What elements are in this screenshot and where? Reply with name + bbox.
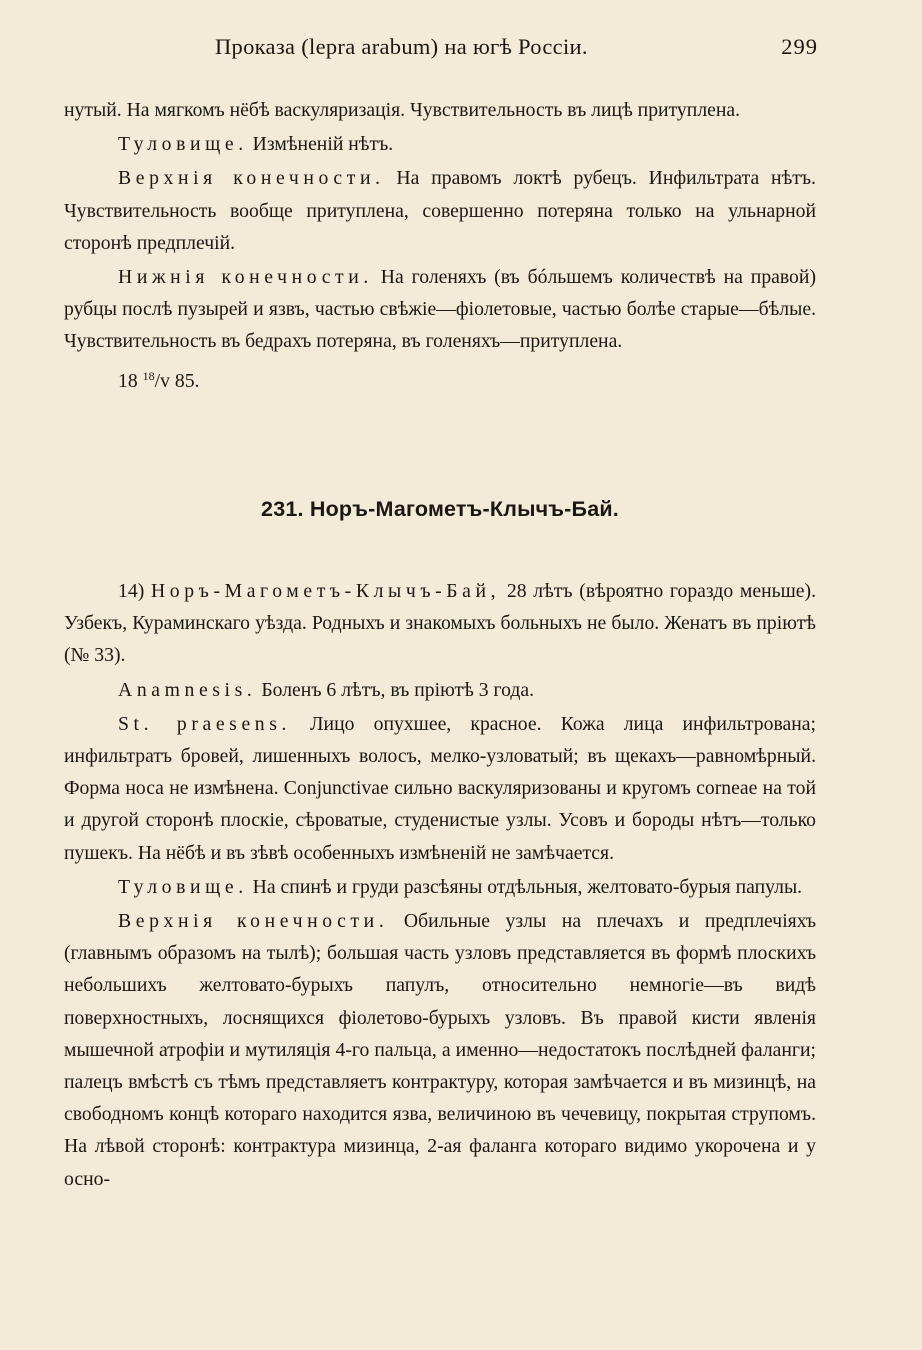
spaced-label: Anamnesis. bbox=[118, 678, 257, 701]
spaced-label: St. praesens. bbox=[118, 712, 292, 735]
paragraph-text: На правомъ локтѣ рубецъ. Инфильтрата нѣтъ. Чувствительность вообще притуплена, совершенно потеряна только на ульнарной сторонѣ предплечій. bbox=[64, 167, 816, 254]
paragraph-text: На голеняхъ (въ бóльшемъ количествѣ на правой) рубцы послѣ пузырей и язвъ, частью свѣжіе—фіолетовые, частью болѣе старые—бѣлые. Чувствительность въ бедрахъ потеряна, въ голеняхъ—притуплена. bbox=[64, 266, 816, 353]
paragraph-text: Лицо опухшее, красное. Кожа лица инфильтрована; инфильтратъ бровей, лишенныхъ волосъ, мелко-узловатый; въ щекахъ—равномѣрный. Форма носа не измѣнена. Conjunctivae сильно васкуляризованы и кругомъ corneae на той и другой сторонѣ плоскіе, сѣроватые, студенистые узлы. Усовъ и бороды нѣтъ—только пушекъ. На нёбѣ и въ зѣвѣ особенныхъ измѣненій не замѣчается. bbox=[64, 712, 816, 864]
spaced-label: Верхнія конечности. bbox=[118, 167, 385, 190]
paragraph-text: Боленъ 6 лѣтъ, въ пріютѣ 3 года. bbox=[256, 678, 535, 701]
case-body bbox=[64, 575, 816, 1195]
running-title: Проказа (lepra arabum) на югѣ Россіи. bbox=[215, 34, 588, 59]
paragraph-status-praesens bbox=[64, 708, 816, 869]
date-line bbox=[64, 360, 816, 397]
case-heading: 231. Норъ-Магометъ-Клычъ-Бай. bbox=[261, 497, 619, 521]
paragraph-upper-limbs-2 bbox=[64, 905, 816, 1195]
paragraph-text: Измѣненій нѣтъ. bbox=[247, 133, 394, 156]
date-day: 18 bbox=[118, 369, 138, 392]
paragraph-trunk-2 bbox=[64, 871, 816, 903]
page-number: 299 bbox=[781, 34, 818, 59]
paragraph-text: На спинѣ и груди разсѣяны отдѣльныя, желтовато-бурыя папулы. bbox=[247, 875, 803, 898]
paragraph-trunk bbox=[64, 128, 816, 160]
spaced-label: Нижнія конечности. bbox=[118, 266, 373, 289]
spaced-label: Туловище. bbox=[118, 875, 248, 898]
paragraph-lower-limbs bbox=[64, 261, 816, 358]
spaced-label: Туловище. bbox=[118, 133, 248, 156]
date-superscript: 18 bbox=[142, 368, 155, 383]
section-continuation bbox=[64, 94, 816, 397]
paragraph-text: 28 лѣтъ (вѣроятно гораздо меньше). Узбекъ, Кураминскаго уѣзда. Родныхъ и знакомыхъ больныхъ не было. Женатъ въ пріютѣ (№ 33). bbox=[64, 580, 816, 667]
paragraph-continuation: нутый. На мягкомъ нёбѣ васкуляризація. Чувствительность въ лицѣ притуплена. bbox=[64, 99, 741, 121]
case-number: 14) bbox=[118, 580, 151, 602]
date-rest: /v 85. bbox=[154, 369, 200, 392]
paragraph-anamnesis bbox=[64, 674, 816, 706]
paragraph-text: Обильные узлы на плечахъ и предплечіяхъ (главнымъ образомъ на тылѣ); большая часть узловъ представляется въ формѣ плоскихъ небольшихъ желтовато-бурыхъ папулъ, относительно немногіе—въ видѣ поверхностныхъ, лоснящихся фіолетово-бурыхъ узловъ. Въ правой кисти явленія мышечной атрофіи и мутиляція 4-го пальца, а именно—недостатокъ послѣдней фаланги; палецъ вмѣстѣ съ тѣмъ представляетъ контрактуру, которая замѣчается и въ мизинцѣ, на свободномъ концѣ котораго находится язва, величиною въ чечевицу, покрытая струпомъ. На лѣвой сторонѣ: контрактура мизинца, 2-ая фаланга котораго видимо укорочена и у осно- bbox=[64, 910, 816, 1190]
paragraph-upper-limbs bbox=[64, 162, 816, 259]
spaced-name: Норъ-Магометъ-Клычъ-Бай, bbox=[150, 580, 501, 602]
spaced-label: Верхнія конечности. bbox=[118, 910, 389, 933]
paragraph-intro bbox=[64, 575, 816, 672]
